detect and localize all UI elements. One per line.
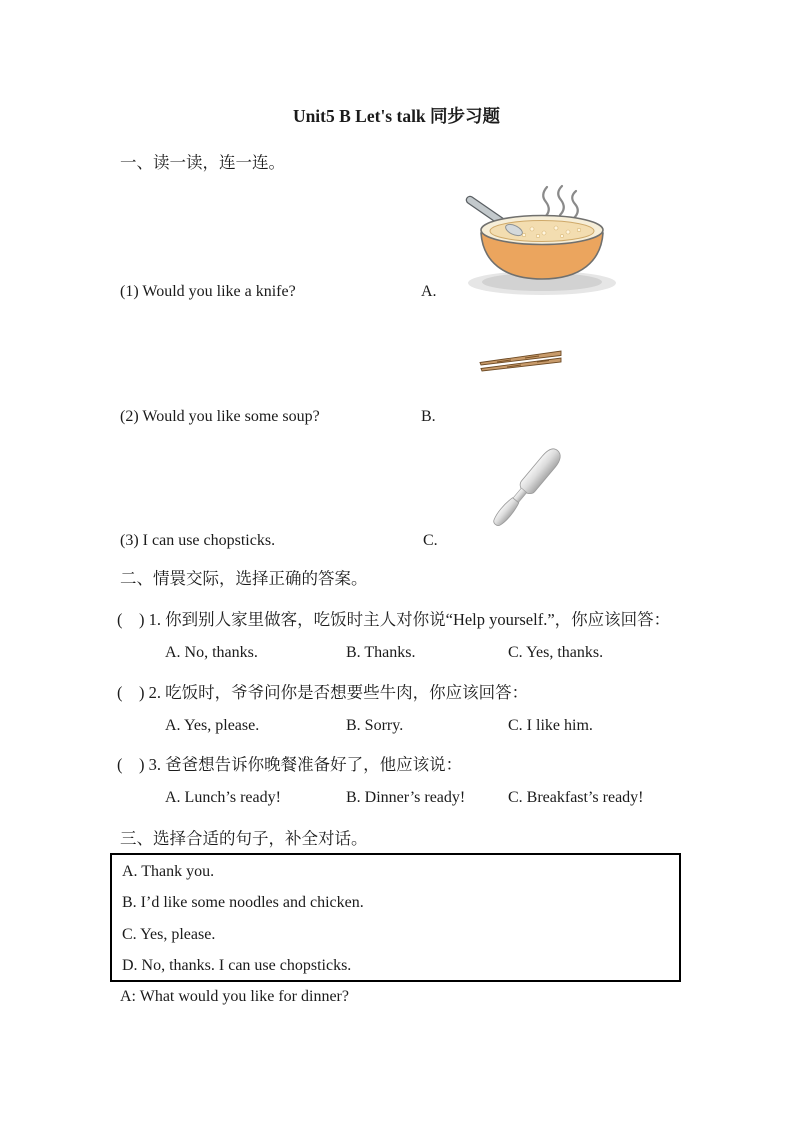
knife-icon (480, 437, 572, 539)
match-letter-a: A. (421, 283, 437, 300)
box-option-c: C. Yes, please. (122, 926, 216, 943)
soup-bowl-icon (448, 183, 633, 298)
question-3-option-c: C. Breakfast’s ready! (508, 789, 644, 806)
knife-image (480, 437, 572, 539)
question-2-option-a: A. Yes, please. (165, 717, 260, 734)
chopsticks-image (477, 347, 565, 377)
section3-heading: 三、选择合适的句子，补全对话。 (120, 829, 368, 848)
question-3-stem: ( ) 3. 爸爸想告诉你晚餐准备好了，他应该说： (117, 755, 463, 774)
question-1-option-b: B. Thanks. (346, 644, 416, 661)
question-3-option-a: A. Lunch’s ready! (165, 789, 281, 806)
box-option-b: B. I’d like some noodles and chicken. (122, 894, 364, 911)
box-option-d: D. No, thanks. I can use chopsticks. (122, 957, 352, 974)
match-letter-b: B. (421, 408, 436, 425)
page-title: Unit5 B Let's talk 同步习题 (292, 106, 501, 126)
match-question-3: (3) I can use chopsticks. (120, 532, 276, 549)
question-3-option-b: B. Dinner’s ready! (346, 789, 466, 806)
question-2-option-b: B. Sorry. (346, 717, 404, 734)
match-letter-c: C. (423, 532, 438, 549)
soup-bowl-image (448, 183, 633, 298)
dialogue-line-1: A: What would you like for dinner? (120, 988, 349, 1005)
match-question-2: (2) Would you like some soup? (120, 408, 320, 425)
sentence-choice-box (110, 853, 681, 982)
section2-heading: 二、情睘交际，选择正确的答案。 (120, 569, 368, 588)
section1-heading: 一、读一读，连一连。 (120, 153, 285, 172)
question-2-option-c: C. I like him. (508, 717, 593, 734)
question-2-stem: ( ) 2. 吃饭时，爷爷问你是否想要些牛肉，你应该回答： (117, 683, 529, 702)
question-1-stem: ( ) 1. 你到别人家里做客，吃饭时主人对你说“Help yourself.”，你应该回答： (117, 610, 671, 629)
match-question-1: (1) Would you like a knife? (120, 283, 296, 300)
box-option-a: A. Thank you. (122, 863, 215, 880)
question-1-option-c: C. Yes, thanks. (508, 644, 604, 661)
chopsticks-icon (477, 347, 565, 377)
question-1-option-a: A. No, thanks. (165, 644, 258, 661)
